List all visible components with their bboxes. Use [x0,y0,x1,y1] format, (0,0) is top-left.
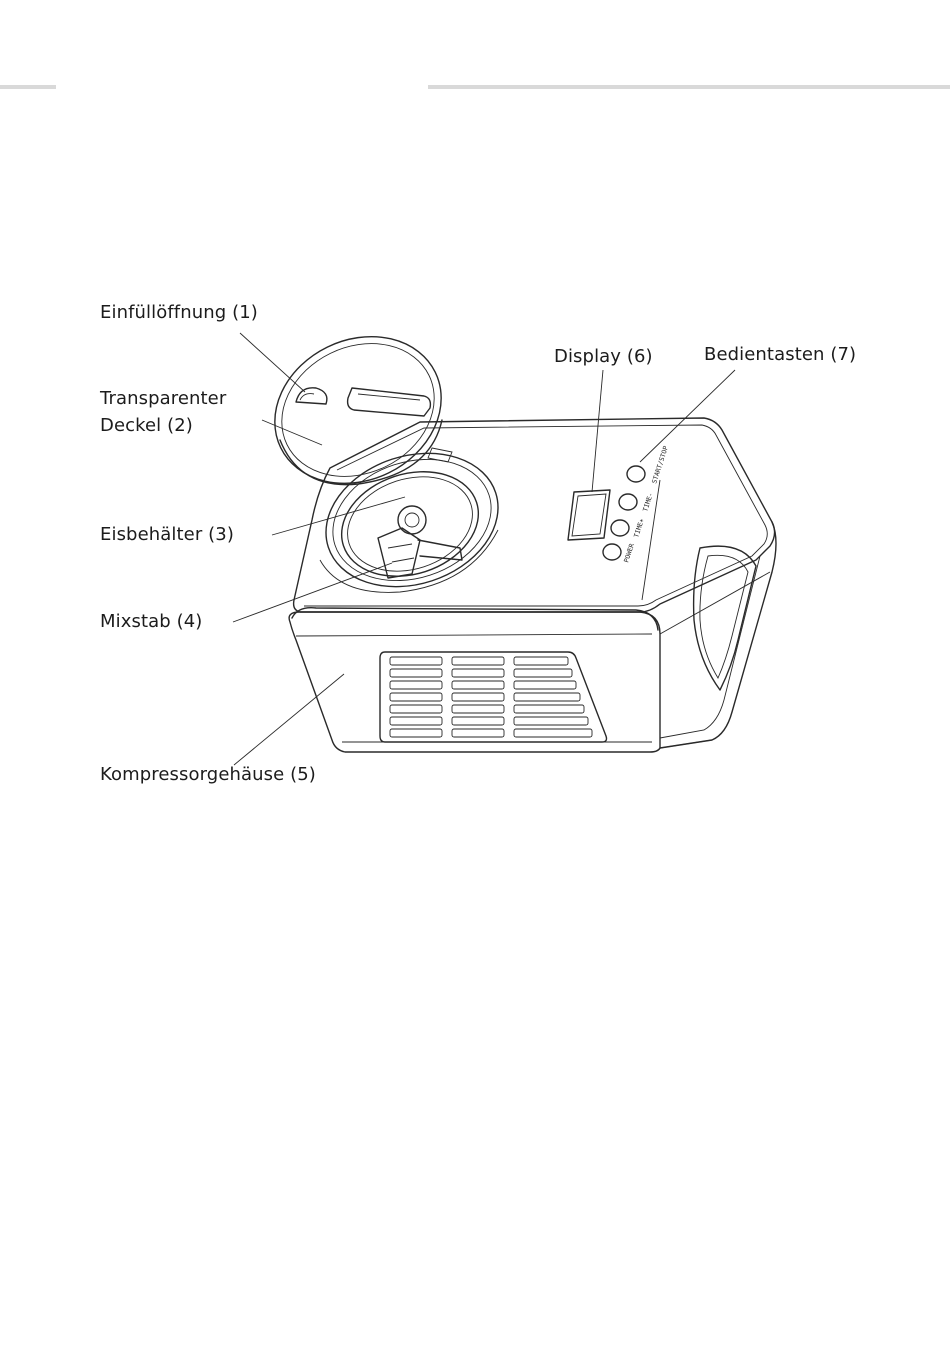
button-start-stop [627,466,645,482]
machine-body [289,418,776,752]
front-rim [292,608,658,630]
label-lid-line2: Deckel (2) [100,415,193,436]
lid-handle [348,388,431,416]
lcd-window [568,490,610,540]
vent-grille [380,652,607,742]
label-lid-line1: Transparenter [100,388,227,409]
leader-buttons [640,370,735,462]
btnlabel-start-stop: START/STOP [650,444,670,485]
leader-housing [234,674,344,765]
label-housing: Kompressorgehäuse (5) [100,764,316,785]
btnlabel-power: POWER [622,542,636,564]
display-panel [568,490,610,540]
btnlabel-time-minus: TIME- [641,491,655,513]
transparent-lid [250,309,466,510]
button-time-plus [611,520,629,536]
control-buttons [603,445,670,600]
label-display: Display (6) [554,346,653,367]
right-side [660,522,776,748]
button-time-minus [619,494,637,510]
fill-opening [296,388,327,404]
leader-display [592,370,603,492]
btnlabel-time-plus: TIME+ [632,517,646,539]
label-container: Eisbehälter (3) [100,524,234,545]
label-mixer: Mixstab (4) [100,611,203,632]
leader-mixer [233,563,392,622]
side-handle-recess [694,546,756,690]
label-fill-opening: Einfüllöffnung (1) [100,302,258,323]
label-buttons: Bedientasten (7) [704,344,857,365]
leader-lid [262,420,322,445]
button-power [603,544,621,560]
leader-container [272,497,405,535]
